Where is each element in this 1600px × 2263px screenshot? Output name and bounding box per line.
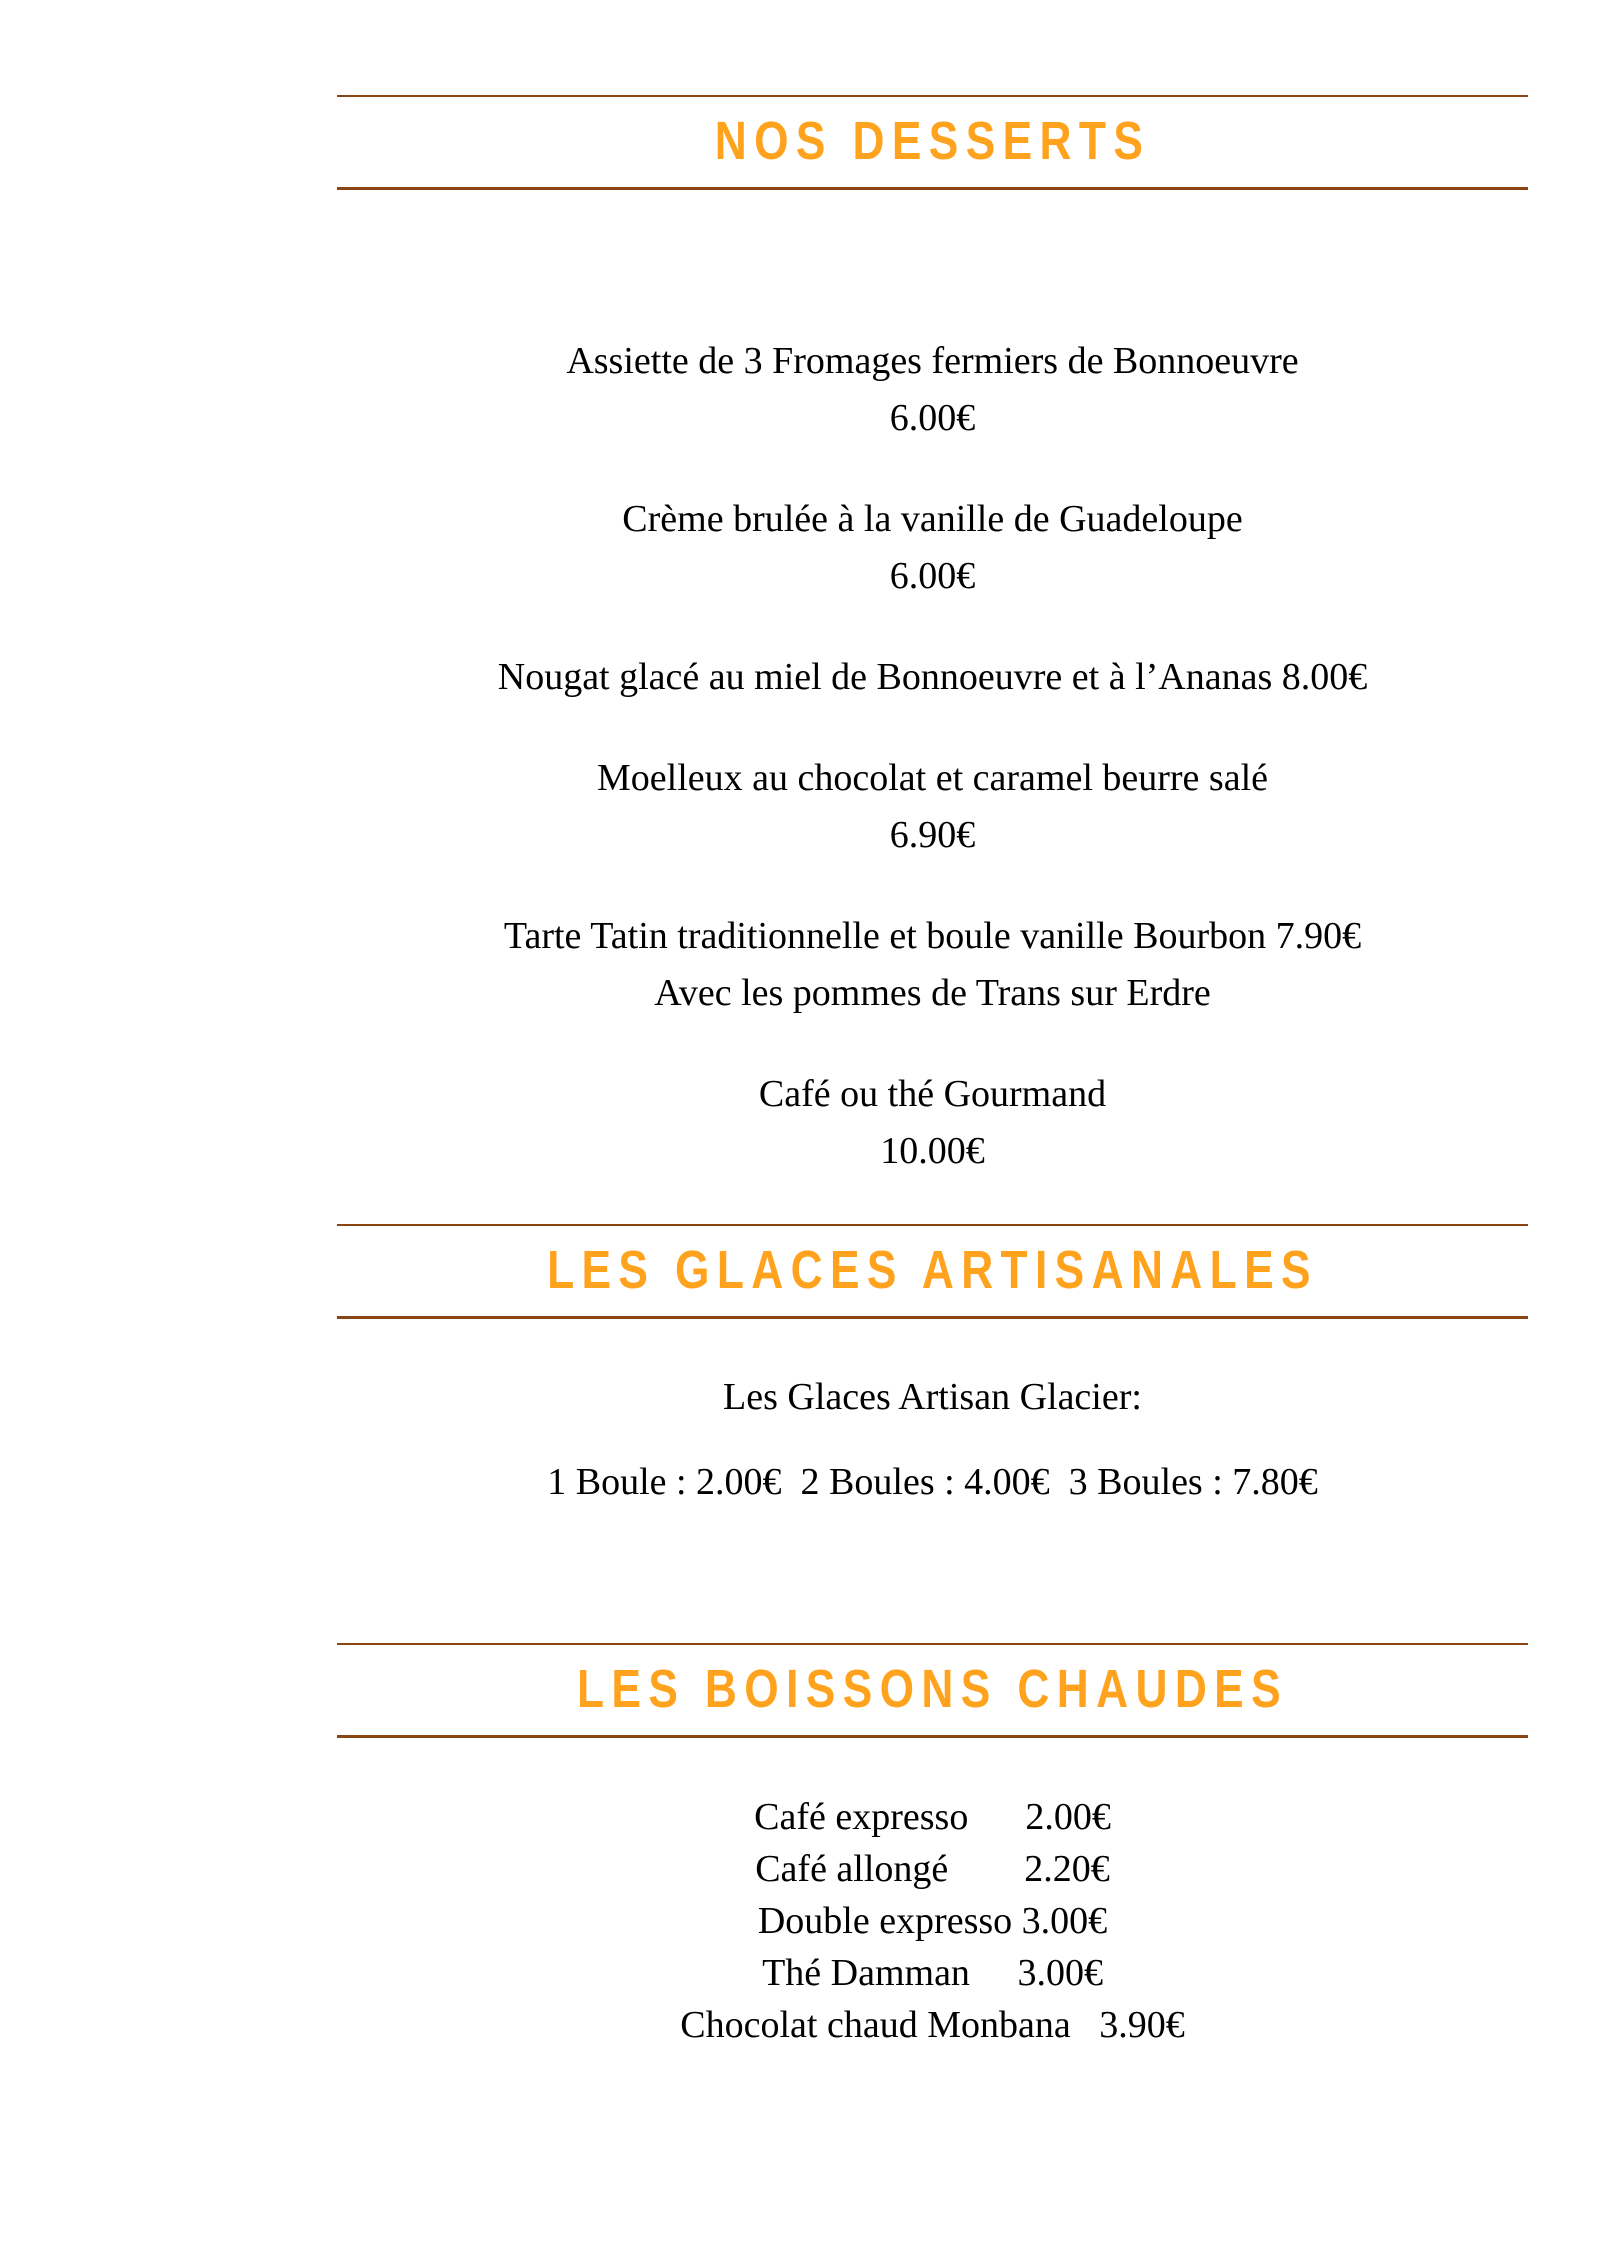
section-title-glaces: LES GLACES ARTISANALES: [547, 1240, 1318, 1300]
drink-row-chocolat-chaud: [337, 1999, 1528, 2051]
drink-row-double-expresso: [337, 1895, 1528, 1947]
drink-row-cafe-allonge: [337, 1843, 1528, 1895]
drink-name: Chocolat chaud Monbana: [680, 2004, 1071, 2046]
drink-row-cafe-expresso: [337, 1791, 1528, 1843]
drink-name: Double expresso: [757, 1900, 1013, 1942]
section-header-desserts: [337, 95, 1528, 190]
menu-item-price: 6.90€: [889, 814, 976, 856]
drinks-list: [337, 1791, 1528, 2051]
menu-item-name: Crème brulée à la vanille de Guadeloupe: [622, 498, 1243, 540]
section-header-glaces: [337, 1224, 1528, 1319]
menu-content-column: [337, 95, 1528, 2051]
drink-price: 2.20€: [1024, 1848, 1110, 1890]
menu-item-fromages: [337, 333, 1528, 447]
drink-name-price-gap: [1012, 1900, 1022, 1942]
dessert-list: [337, 333, 1528, 1180]
section-header-boissons: [337, 1643, 1528, 1738]
menu-item-name: Moelleux au chocolat et caramel beurre salé: [597, 757, 1268, 799]
glaces-intro-line: Les Glaces Artisan Glacier:: [723, 1376, 1142, 1418]
glaces-pricing-line: 1 Boule : 2.00€ 2 Boules : 4.00€ 3 Boules : 7.80€: [547, 1461, 1318, 1503]
menu-item-nougat-glace: [337, 649, 1528, 706]
section-title-boissons: LES BOISSONS CHAUDES: [576, 1659, 1289, 1719]
drink-price: 3.00€: [1021, 1900, 1108, 1942]
menu-item-cafe-gourmand: [337, 1066, 1528, 1180]
drink-price: 3.00€: [1017, 1952, 1103, 1994]
drink-name-price-gap: [968, 1796, 1025, 1838]
menu-item-description: Avec les pommes de Trans sur Erdre: [654, 972, 1211, 1014]
menu-item-name-with-price: Tarte Tatin traditionnelle et boule vanille Bourbon 7.90€: [503, 915, 1362, 957]
drink-price: 3.90€: [1099, 2004, 1185, 2046]
drink-name: Café allongé: [755, 1848, 949, 1890]
menu-item-name-with-price: Nougat glacé au miel de Bonnoeuvre et à l’Ananas 8.00€: [497, 656, 1368, 698]
drink-name-price-gap: [1071, 2004, 1100, 2046]
section-title-desserts: NOS DESSERTS: [714, 111, 1151, 171]
menu-item-name: Café ou thé Gourmand: [758, 1073, 1107, 1115]
drink-name-price-gap: [970, 1952, 1018, 1994]
drink-name: Café expresso: [754, 1796, 969, 1838]
drink-name-price-gap: [948, 1848, 1024, 1890]
menu-item-price: 6.00€: [889, 397, 976, 439]
menu-item-price: 10.00€: [880, 1130, 985, 1172]
menu-item-name: Assiette de 3 Fromages fermiers de Bonnoeuvre: [566, 340, 1299, 382]
menu-item-price: 6.00€: [889, 555, 976, 597]
glaces-body: [337, 1369, 1528, 1511]
drink-name: Thé Damman: [762, 1952, 970, 1994]
drink-price: 2.00€: [1025, 1796, 1111, 1838]
menu-item-creme-brulee: [337, 491, 1528, 605]
menu-item-moelleux-chocolat: [337, 750, 1528, 864]
drink-row-the-damman: [337, 1947, 1528, 1999]
menu-item-tarte-tatin: [337, 908, 1528, 1022]
